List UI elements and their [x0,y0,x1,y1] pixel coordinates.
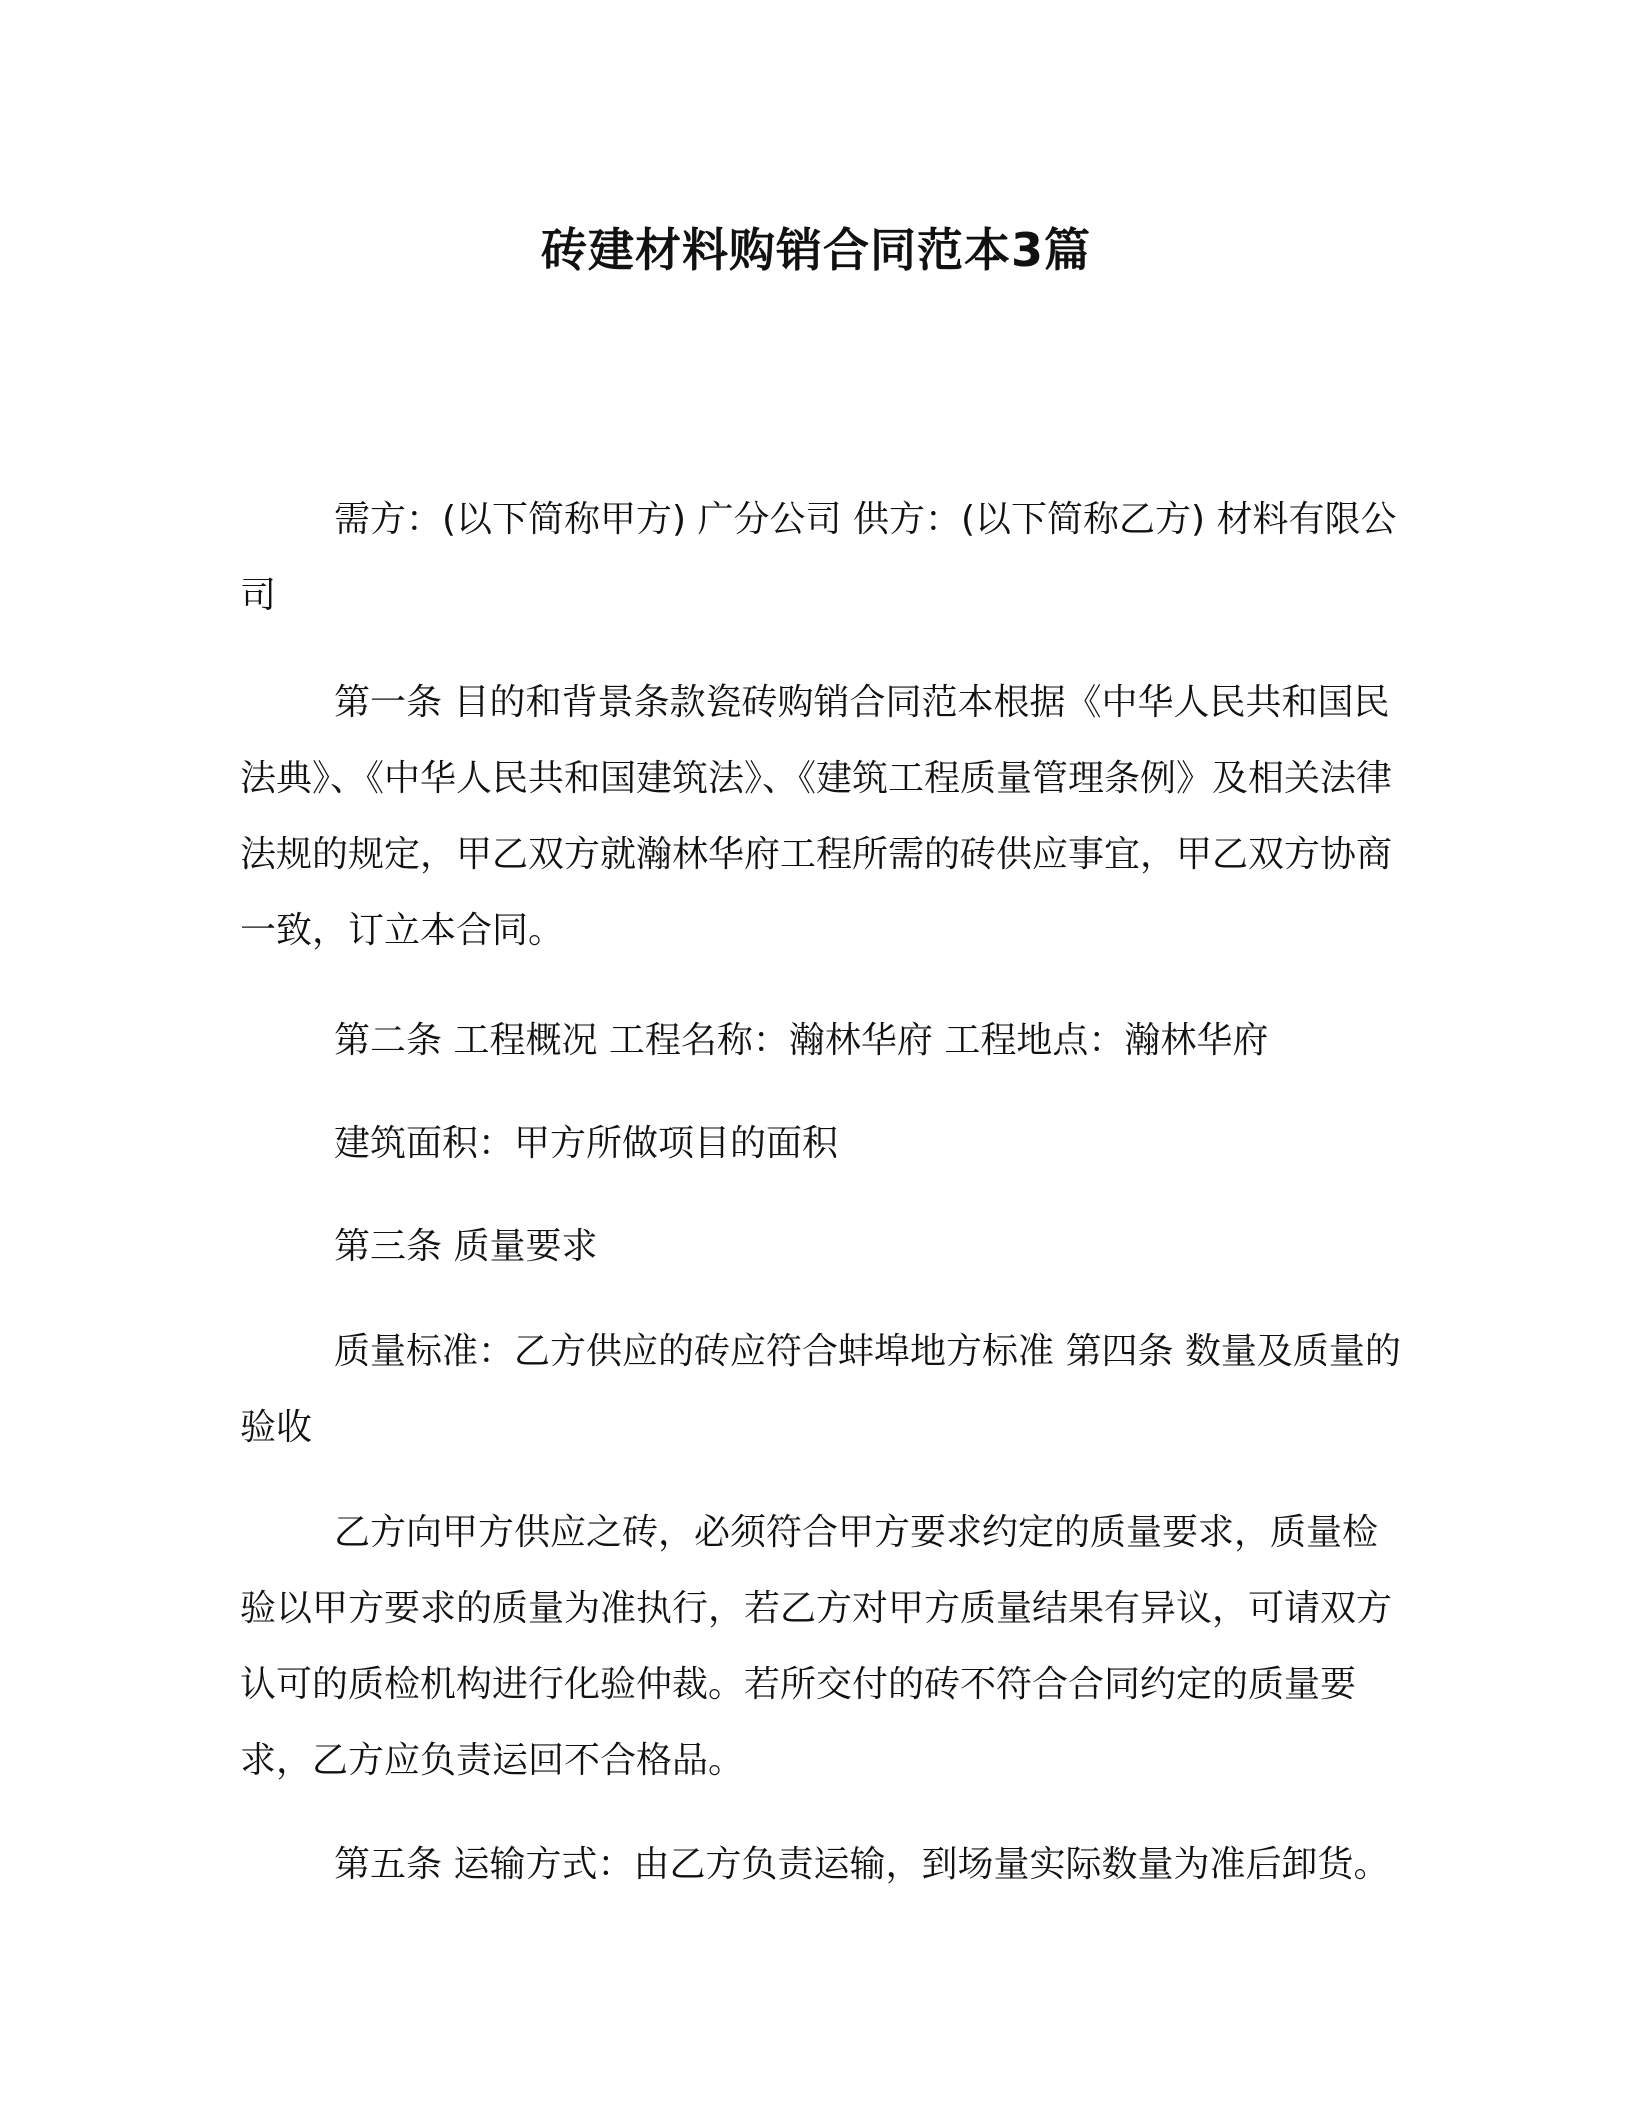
paragraph-article-5: 第五条 运输方式：由乙方负责运输，到场量实际数量为准后卸货。 [334,1844,1390,1885]
paragraph-article-3: 第三条 质量要求 [334,1226,598,1267]
paragraph-quality-standard: 质量标准：乙方供应的砖应符合蚌埠地方标准 第四条 数量及质量的验收 [240,1331,1401,1448]
paragraph-quality-inspection: 乙方向甲方供应之砖，必须符合甲方要求约定的质量要求，质量检验以甲方要求的质量为准执行，若乙方对甲方质量结果有异议，可请双方认可的质检机构进行化验仲裁。若所交付的砖不符合合同约定的质量要求，乙方应负责运回不合格品。 [240,1512,1393,1781]
paragraph-building-area: 建筑面积：甲方所做项目的面积 [334,1123,839,1164]
paragraph-article-2: 第二条 工程概况 工程名称：瀚林华府 工程地点：瀚林华府 [334,1020,1269,1061]
paragraph-article-1: 第一条 目的和背景条款瓷砖购销合同范本根据《中华人民共和国民法典》、《中华人民共和国建筑法》、《建筑工程质量管理条例》及相关法律法规的规定，甲乙双方就瀚林华府工程所需的砖供应事宜，甲乙双方协商一致，订立本合同。 [240,682,1393,951]
paragraph-parties: 需方：(以下简称甲方) 广分公司 供方：(以下简称乙方) 材料有限公司 [240,499,1397,616]
document-title: 砖建材料购销合同范本3篇 [540,223,1091,277]
